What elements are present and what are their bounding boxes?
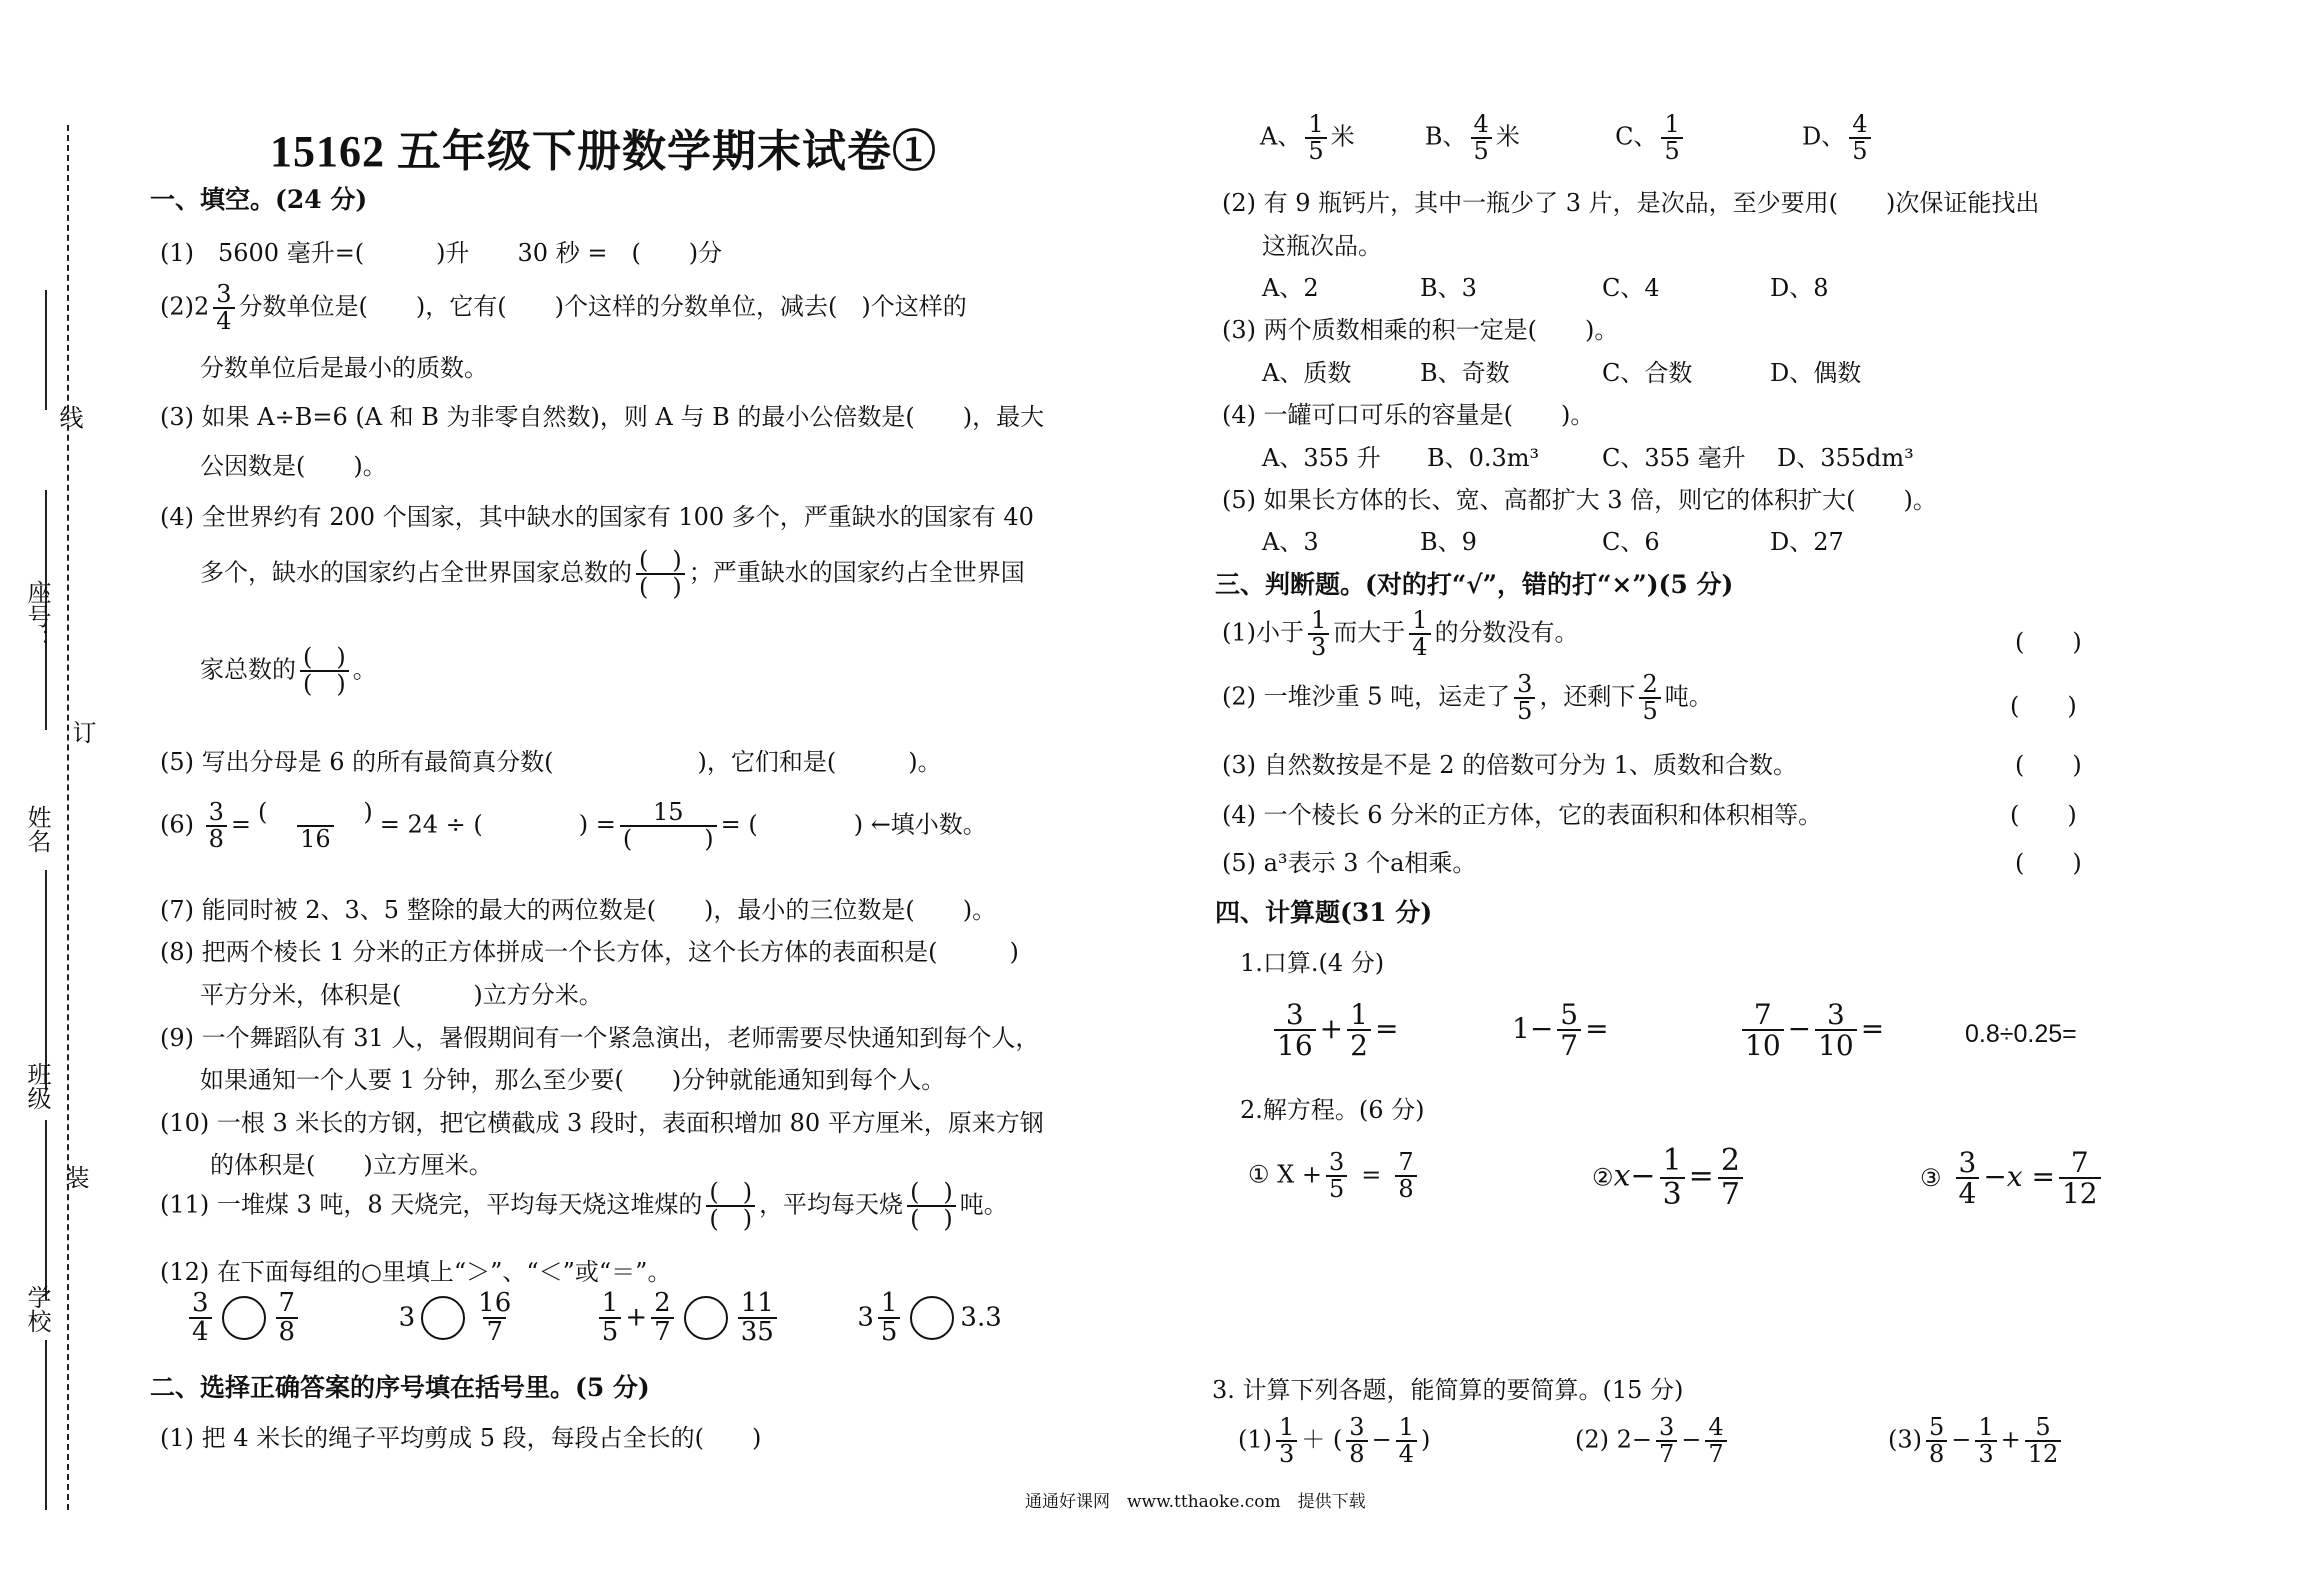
s1-q12-items: $\frac{3}{4}$ $\frac{7}{8}$ 3 $\frac{16}{7}$ $\frac{1}{5}$ + $\frac{2}{7}$ $\frac{11}{35}$ 3 $\frac{1}{5}$ 3.3: [185, 1290, 1002, 1347]
s1-q1: (1) 5600 毫升=( )升 30 秒 = ( )分: [160, 239, 723, 267]
s1-q4-b2: ；严重缺水的国家约占全世界国: [688, 558, 1025, 587]
frac-den: 3: [1308, 633, 1329, 660]
frac-den: 5: [1305, 137, 1326, 164]
frac-den: 12: [2025, 1440, 2062, 1467]
equals-sign: =: [230, 810, 252, 839]
frac-den: 5: [599, 1317, 622, 1346]
s1-q7: (7) 能同时被 2、3、5 整除的最大的两位数是( )，最小的三位数是( )。: [160, 896, 997, 924]
option-c: C、合数: [1602, 359, 1693, 387]
s3-q1-b: 而大于: [1333, 618, 1406, 647]
s3-q1-answer: ( ): [2015, 628, 2082, 656]
frac-num: 2: [1720, 1143, 1740, 1178]
s1-q8-cont: 平方分米，体积是( )立方分米。: [200, 981, 603, 1009]
frac-num: 1: [1662, 1143, 1682, 1178]
calc-number: (3): [1888, 1425, 1922, 1454]
fraction: [189, 1290, 212, 1347]
frac-num: 3: [1958, 1146, 1977, 1179]
option-b: B、9: [1420, 528, 1477, 556]
fraction: [599, 1290, 622, 1347]
frac-den: ( ): [300, 670, 349, 697]
fraction: [878, 1290, 901, 1347]
blank-fraction: [300, 645, 349, 697]
s1-q4-c1: 家总数的: [200, 655, 296, 684]
binding-banji: 班级: [23, 1062, 51, 1110]
s2-q4: (4) 一罐可口可乐的容量是( )。: [1222, 401, 1595, 429]
frac-den: 16: [1274, 1029, 1316, 1060]
s1-q3: (3) 如果 A÷B=6 (A 和 B 为非零自然数)，则 A 与 B 的最小公倍数是( )，最大: [160, 403, 1045, 431]
s1-q4-c2: 。: [352, 655, 377, 684]
s3-q1: [1222, 608, 1579, 660]
s3-q4: (4) 一个棱长 6 分米的正方体，它的表面积和体积相等。: [1222, 801, 1823, 829]
frac-den: 3: [1660, 1177, 1685, 1211]
fraction: [738, 1290, 777, 1347]
frac-den: 16: [297, 825, 334, 852]
fraction: [651, 1290, 674, 1347]
fraction: [1849, 112, 1870, 164]
opt-label: D、: [1802, 122, 1846, 151]
opt-label: B、: [1424, 122, 1467, 151]
frac-num: 4: [1473, 110, 1489, 138]
frac-num: 3: [192, 1288, 209, 1318]
blank-fraction: [706, 1180, 755, 1232]
frac-num: 3: [1285, 998, 1304, 1031]
fraction: [1326, 1150, 1347, 1202]
frac-num: ( ): [910, 1178, 953, 1206]
operator: −: [1951, 1425, 1972, 1454]
frac-num: 4: [1708, 1413, 1724, 1441]
frac-den: 5: [1326, 1175, 1347, 1202]
operator: −: [1787, 1011, 1812, 1045]
frac-num: 1: [1279, 1413, 1295, 1441]
frac-num: 4: [1852, 110, 1868, 138]
equals-sign: =: [1860, 1011, 1885, 1045]
fraction: [1347, 1000, 1371, 1061]
option-a: A、质数: [1262, 359, 1352, 387]
option-b: B、0.3m³: [1427, 444, 1540, 472]
option-d: D、偶数: [1770, 359, 1862, 387]
frac-num: 5: [1560, 998, 1579, 1031]
s2-q1-options: [1260, 112, 1875, 164]
eq-mid: −x =: [1983, 1159, 2055, 1193]
frac-den: 7: [1718, 1177, 1743, 1211]
oral-calc-2: [1512, 1000, 1609, 1061]
operator: +: [1319, 1011, 1344, 1045]
s1-q6-pre: (6): [160, 810, 194, 839]
frac-num: 2: [654, 1288, 671, 1318]
fraction: [1409, 608, 1430, 660]
fraction: [1346, 1415, 1367, 1467]
s1-q4-line2: [200, 548, 1025, 600]
paren-close: ): [1420, 1425, 1431, 1454]
calc-number: (2) 2−: [1575, 1425, 1653, 1454]
frac-num: 1: [1311, 606, 1327, 634]
s1-q2: [160, 282, 967, 334]
binding-zhuang: 装: [61, 1165, 89, 1189]
frac-num: 3: [1517, 670, 1533, 698]
frac-den: 5: [1471, 137, 1492, 164]
option-a: A、355 升: [1262, 444, 1381, 472]
s1-q11: [160, 1180, 1008, 1232]
s1-q5: (5) 写出分母是 6 的所有最简真分数( )，它们和是( )。: [160, 748, 942, 776]
section-3-heading: 三、判断题。(对的打“√”，错的打“×”)(5 分): [1215, 570, 1734, 599]
frac-den: ( ): [706, 1205, 755, 1232]
fraction: [1705, 1415, 1726, 1467]
s1-q2-cont: 分数单位后是最小的质数。: [200, 354, 488, 382]
oral-calc-4: 0.8÷0.25=: [1965, 1020, 2077, 1048]
fraction: [1514, 672, 1535, 724]
fraction: [1308, 608, 1329, 660]
fraction: [1395, 1150, 1416, 1202]
frac-den: 5: [1849, 137, 1870, 164]
s3-q2-a: (2) 一堆沙重 5 吨，运走了: [1222, 682, 1511, 711]
s1-q11-b: ，平均每天烧: [759, 1190, 904, 1219]
fraction: [1396, 1415, 1417, 1467]
s3-q3: (3) 自然数按是不是 2 的倍数可分为 1、质数和合数。: [1222, 751, 1798, 779]
option-c: C、6: [1602, 528, 1660, 556]
frac-den: 8: [1926, 1440, 1947, 1467]
fraction: [276, 1290, 299, 1347]
frac-num: ( ): [258, 798, 373, 826]
s4-sub1: 1.口算.(4 分): [1240, 949, 1385, 977]
frac-den: 10: [1815, 1029, 1857, 1060]
frac-num: 3: [1659, 1413, 1675, 1441]
frac-den: 7: [483, 1317, 506, 1346]
s1-q9: (9) 一个舞蹈队有 31 人，暑假期间有一个紧急演出，老师需要尽快通知到每个人，: [160, 1024, 1040, 1052]
frac-num: 16: [478, 1288, 512, 1318]
frac-num: 5: [1929, 1413, 1945, 1441]
whole-number: 3: [857, 1302, 874, 1333]
s2-q1: (1) 把 4 米长的绳子平均剪成 5 段，每段占全长的( ): [160, 1424, 762, 1452]
frac-num: 1: [1308, 110, 1324, 138]
s2-q2-options: [1262, 268, 1829, 303]
page-title: 15162 五年级下册数学期末试卷①: [270, 127, 937, 176]
frac-num: 3: [208, 798, 224, 826]
equation-2: [1592, 1145, 1747, 1210]
frac-num: 3: [1328, 1148, 1345, 1176]
s2-q2-cont: 这瓶次品。: [1262, 232, 1382, 260]
option-d: D、8: [1770, 274, 1829, 302]
frac-den: 5: [1639, 697, 1660, 724]
fraction: [1661, 112, 1682, 164]
s3-q1-c: 的分数没有。: [1434, 618, 1579, 647]
s1-q2-text: 分数单位是( )，它有( )个这样的分数单位，减去( )个这样的: [238, 292, 967, 321]
fraction: [1639, 672, 1660, 724]
fraction: [1274, 1000, 1316, 1061]
s2-q3: (3) 两个质数相乘的积一定是( )。: [1222, 316, 1619, 344]
fraction: [1557, 1000, 1581, 1061]
section-4-heading: 四、计算题(31 分): [1215, 898, 1433, 927]
option-c: C、4: [1602, 274, 1660, 302]
footer-text: 通通好课网 www.tthaoke.com 提供下载: [1025, 1492, 1366, 1512]
frac-den: 7: [651, 1317, 674, 1346]
compare-circle: [910, 1296, 954, 1340]
section-2-heading: 二、选择正确答案的序号填在括号里。(5 分): [150, 1373, 650, 1402]
binding-xian: 线: [55, 405, 83, 429]
eq-number: ②: [1592, 1163, 1614, 1192]
fraction: [255, 800, 376, 852]
eq-number: ③: [1920, 1163, 1942, 1192]
section-1-heading: 一、填空。(24 分): [150, 185, 368, 214]
frac-num: 3: [1349, 1413, 1365, 1441]
frac-den: 5: [1661, 137, 1682, 164]
fraction: [2059, 1148, 2101, 1209]
frac-den: 5: [1514, 697, 1535, 724]
fraction: [206, 800, 227, 852]
calc-number: (1): [1238, 1425, 1272, 1454]
frac-num: 1: [1412, 606, 1428, 634]
s2-q5-options: [1262, 522, 1844, 557]
frac-den: 8: [206, 825, 227, 852]
s3-q1-a: (1)小于: [1222, 618, 1304, 647]
frac-den: 3: [1975, 1440, 1996, 1467]
equals-sign: =: [1361, 1160, 1382, 1189]
s1-q11-c: 吨。: [959, 1190, 1008, 1219]
operator: ＋ (: [1301, 1425, 1343, 1454]
frac-num: 15: [652, 798, 684, 826]
frac-num: 1: [1664, 110, 1680, 138]
frac-den: 4: [189, 1317, 212, 1346]
s1-q4: (4) 全世界约有 200 个国家，其中缺水的国家有 100 多个，严重缺水的国家有 40: [160, 503, 1034, 531]
s1-q10-cont: 的体积是( )立方厘米。: [210, 1151, 493, 1179]
operator: +: [2000, 1425, 2021, 1454]
fraction: [1660, 1145, 1685, 1210]
blank-line-5: [45, 1340, 47, 1510]
calc-2: [1575, 1415, 1731, 1467]
s1-q12: (12) 在下面每组的○里填上“＞”、“＜”或“＝”。: [160, 1258, 672, 1286]
s3-q2: [1222, 672, 1713, 724]
frac-den: 4: [1396, 1440, 1417, 1467]
s1-q2-pre: (2): [160, 292, 194, 321]
s1-q4-line3: [200, 645, 377, 697]
s3-q5-answer: ( ): [2015, 849, 2082, 877]
mixed-fraction: [213, 282, 234, 334]
blank-line-4: [45, 1120, 47, 1300]
opt-label: A、: [1260, 122, 1302, 151]
fraction: [2025, 1415, 2062, 1467]
s1-q3-cont: 公因数是( )。: [200, 452, 387, 480]
option-b: B、3: [1420, 274, 1477, 302]
fraction: [1471, 112, 1492, 164]
opt-unit: 米: [1330, 122, 1355, 151]
calc-3: [1888, 1415, 2065, 1467]
fraction: [620, 800, 717, 852]
option-a: A、3: [1262, 528, 1319, 556]
blank-line-1: [45, 290, 47, 410]
equation-3: [1920, 1148, 2105, 1209]
whole-number: 3: [398, 1302, 416, 1333]
s1-q6-end: = ( ) ←填小数。: [720, 810, 987, 839]
frac-den: 7: [1656, 1440, 1677, 1467]
operator: −: [1681, 1425, 1702, 1454]
s2-q5: (5) 如果长方体的长、宽、高都扩大 3 倍，则它的体积扩大( )。: [1222, 486, 1937, 514]
s3-q2-b: ，还剩下: [1539, 682, 1636, 711]
calc-1: [1238, 1415, 1430, 1467]
equals-sign: =: [1374, 1011, 1399, 1045]
s3-q2-answer: ( ): [2010, 692, 2077, 720]
s3-q4-answer: ( ): [2010, 801, 2077, 829]
frac-den: 7: [1705, 1440, 1726, 1467]
frac-num: 1: [880, 1288, 898, 1318]
operator: 1−: [1512, 1011, 1554, 1045]
frac-num: 11: [740, 1288, 774, 1318]
fraction: [1742, 1000, 1784, 1061]
frac-den: ( ): [636, 573, 685, 600]
frac-num: 2: [1642, 670, 1658, 698]
option-d: D、27: [1770, 528, 1844, 556]
fraction: [1656, 1415, 1677, 1467]
frac-num: 7: [278, 1288, 296, 1318]
equation-1: [1248, 1150, 1421, 1202]
s3-q3-answer: ( ): [2015, 751, 2082, 779]
binding-ding: 订: [68, 720, 96, 744]
frac-den: 8: [1395, 1175, 1416, 1202]
option-a: A、2: [1262, 274, 1319, 302]
opt-unit: 米: [1495, 122, 1520, 151]
s3-q2-c: 吨。: [1664, 682, 1713, 711]
opt-label: C、: [1615, 122, 1658, 151]
frac-num: 7: [1398, 1148, 1414, 1176]
frac-num: 7: [1753, 998, 1772, 1031]
fraction: [1305, 112, 1326, 164]
frac-den: 7: [1557, 1029, 1581, 1060]
binding-zuohao: 座号：: [23, 580, 51, 652]
frac-num: ( ): [639, 546, 682, 574]
frac-num: 1: [1350, 998, 1368, 1031]
frac-den: 3: [1276, 1440, 1297, 1467]
frac-den: 8: [1346, 1440, 1367, 1467]
frac-num: ( ): [709, 1178, 753, 1206]
fraction: [1956, 1148, 1980, 1209]
s2-q2: (2) 有 9 瓶钙片，其中一瓶少了 3 片，是次品，至少要用( )次保证能找出: [1222, 189, 2040, 217]
frac-num: 7: [2070, 1146, 2089, 1179]
fraction: [1718, 1145, 1743, 1210]
frac-num: 1: [1978, 1413, 1994, 1441]
s1-q2-whole: 2: [194, 292, 210, 321]
s1-q8: (8) 把两个棱长 1 分米的正方体拼成一个长方体，这个长方体的表面积是( ): [160, 938, 1019, 966]
frac-den: 2: [1347, 1029, 1371, 1060]
compare-circle: [222, 1296, 266, 1340]
compare-circle: [421, 1296, 465, 1340]
eq-lhs: x−: [1613, 1158, 1656, 1194]
eq-lhs: ① X +: [1248, 1160, 1322, 1189]
s1-q9-cont: 如果通知一个人要 1 分钟，那么至少要( )分钟就能通知到每个人。: [200, 1066, 946, 1094]
fraction: [1975, 1415, 1996, 1467]
blank-line-3: [45, 870, 47, 1090]
frac-num: 3: [1827, 998, 1845, 1031]
decimal-value: 3.3: [960, 1302, 1002, 1333]
frac-num: 1: [1398, 1413, 1414, 1441]
s2-q4-options: [1262, 438, 1914, 473]
blank-fraction: [907, 1180, 956, 1232]
frac-den: 5: [878, 1317, 901, 1346]
fraction: [475, 1290, 514, 1347]
s4-sub2: 2.解方程。(6 分): [1240, 1096, 1425, 1124]
blank-fraction: [636, 548, 685, 600]
frac-den: 10: [1742, 1029, 1784, 1060]
s2-q3-options: [1262, 353, 1861, 388]
equals-sign: =: [1688, 1158, 1714, 1194]
fraction: [1926, 1415, 1947, 1467]
oral-calc-1: [1270, 1000, 1398, 1061]
equals-sign: =: [1585, 1011, 1609, 1045]
frac-den: ( ): [620, 825, 717, 852]
frac-den: 4: [1956, 1177, 1980, 1208]
frac-den: ( ): [907, 1205, 956, 1232]
fraction: [1815, 1000, 1857, 1061]
oral-calc-3: [1738, 1000, 1884, 1061]
frac-num: 1: [601, 1288, 619, 1318]
s1-q10: (10) 一根 3 米长的方钢，把它横截成 3 段时，表面积增加 80 平方厘米，原来方钢: [160, 1109, 1044, 1137]
option-c: C、355 毫升: [1602, 444, 1746, 472]
binding-xingming: 姓名: [23, 805, 51, 853]
frac-den: 12: [2059, 1177, 2101, 1208]
frac-den: 35: [738, 1317, 777, 1346]
s1-q6-mid: = 24 ÷ ( ) =: [379, 810, 616, 839]
s1-q6: [160, 800, 987, 852]
frac-den: 8: [276, 1317, 299, 1346]
s3-q5: (5) a³表示 3 个a相乘。: [1222, 849, 1477, 877]
frac-num: ( ): [303, 643, 346, 671]
option-b: B、奇数: [1420, 359, 1510, 387]
frac-num: 3: [216, 280, 232, 308]
s4-sub3: 3. 计算下列各题，能简算的要简算。(15 分): [1212, 1376, 1684, 1404]
frac-den: 4: [1409, 633, 1430, 660]
fraction: [1276, 1415, 1297, 1467]
option-d: D、355dm³: [1777, 444, 1914, 472]
operator: −: [1371, 1425, 1392, 1454]
s1-q4-b1: 多个，缺水的国家约占全世界国家总数的: [200, 558, 632, 587]
s1-q11-a: (11) 一堆煤 3 吨，8 天烧完，平均每天烧这堆煤的: [160, 1190, 703, 1219]
binding-xuexiao: 学校: [23, 1285, 51, 1333]
binding-dashed-line: [67, 125, 69, 1510]
frac-den: 4: [213, 307, 234, 334]
compare-circle: [684, 1296, 728, 1340]
frac-num: 5: [2035, 1413, 2051, 1441]
